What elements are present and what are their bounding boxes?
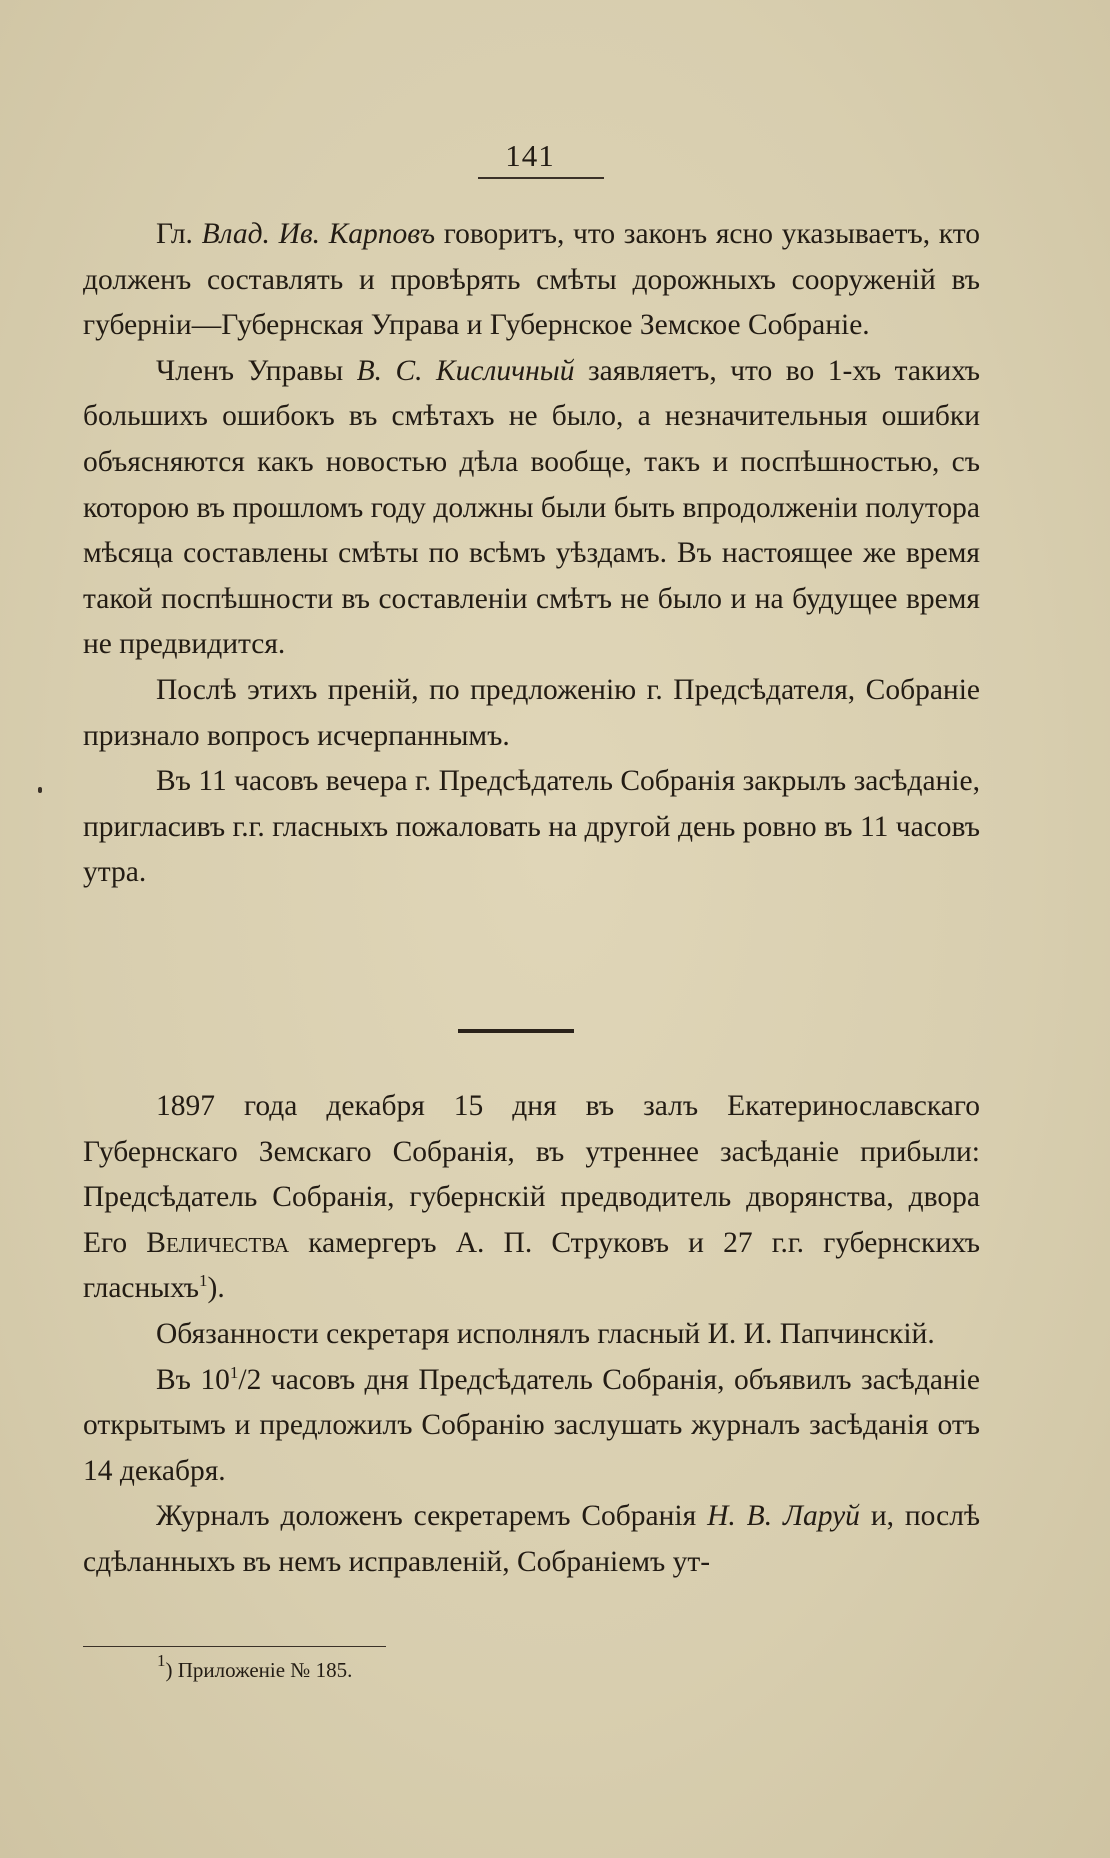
speech-text: говоритъ, что законъ ясно указываетъ, кто долженъ составлять и провѣрять смѣты дорожныхъ сооруженій въ губерніи—Губернская Управа и Губернское Земское Собраніе. xyxy=(83,218,981,342)
fraction-denominator: /2 xyxy=(238,1363,262,1396)
footnote xyxy=(157,1651,353,1685)
speaker-name: В. С. Кисличный xyxy=(356,354,575,387)
speech-text: заявляетъ, что во 1-хъ такихъ большихъ ошибокъ въ смѣтахъ не было, а незначительныя ошибки объясняются какъ новостью дѣла вообще, такъ и поспѣшностью, съ которою въ прошломъ году должны были быть впродолженіи полутора мѣсяца составлены смѣты по всѣмъ уѣздамъ. Въ настоящее же время такой поспѣшности въ составленіи смѣтъ не было и на будущее время не предвидится. xyxy=(83,354,980,661)
section-separator xyxy=(458,1029,574,1033)
ink-speck xyxy=(38,787,42,793)
paragraph-journal xyxy=(83,1494,980,1585)
text-segment: Въ 10 xyxy=(156,1363,230,1396)
footnote-rule xyxy=(83,1646,386,1647)
text-segment: ). xyxy=(207,1272,225,1305)
footnote-text: ) Приложеніе № 185. xyxy=(165,1658,353,1682)
fraction-numerator: 1 xyxy=(229,1362,239,1382)
text-segment: и, послѣ сдѣланныхъ въ немъ исправленій, Собраніемъ ут- xyxy=(83,1500,980,1578)
paragraph-resolution: Послѣ этихъ преній, по предложенію г. Предсѣдателя, Собраніе признало вопросъ исчерпаннымъ. xyxy=(83,673,980,752)
speaker-title: Членъ Управы xyxy=(156,354,357,387)
title-smallcaps: Величества xyxy=(146,1226,290,1259)
footnote-ref: 1 xyxy=(199,1271,208,1291)
paragraph-kislichny xyxy=(83,349,980,668)
page-number: 141 xyxy=(505,138,555,173)
paragraph-karpov xyxy=(83,212,980,349)
text-segment: часовъ дня Предсѣдатель Собранія, объявилъ засѣданіе открытымъ и предложилъ Собранію заслушать журналъ засѣданія отъ 14 декабря. xyxy=(83,1363,981,1487)
page-number-rule xyxy=(478,177,604,179)
text-segment: камергеръ А. П. Струковъ и 27 г.г. губернскихъ гласныхъ xyxy=(83,1226,981,1305)
paragraph-opening xyxy=(83,1084,980,1312)
paragraph-closing: Въ 11 часовъ вечера г. Предсѣдатель Собранія закрылъ засѣданіе, пригласивъ г.г. гласныхъ пожаловать на другой день ровно въ 11 часовъ утра. xyxy=(83,765,980,889)
text-segment: 1897 года декабря 15 дня въ залъ Екатеринославскаго Губернскаго Земскаго Собранія, въ утреннее засѣданіе прибыли: Предсѣдатель Собранія, губернскій предводитель дворянства, двора Его xyxy=(83,1090,980,1259)
paragraph-secretary: Обязанности секретаря исполнялъ гласный И. И. Папчинскій. xyxy=(156,1317,935,1350)
speaker-name: Влад. Ив. Карповъ xyxy=(201,218,436,250)
session-1-text xyxy=(83,212,980,896)
session-2-text xyxy=(83,1084,980,1586)
text-segment: Журналъ доложенъ секретаремъ Собранія xyxy=(156,1500,708,1533)
secretary-name: Н. В. Ларуй xyxy=(707,1500,860,1533)
paragraph-session-open xyxy=(83,1358,980,1495)
speaker-title: Гл. xyxy=(156,218,202,250)
footnote-mark: 1 xyxy=(157,1651,166,1670)
